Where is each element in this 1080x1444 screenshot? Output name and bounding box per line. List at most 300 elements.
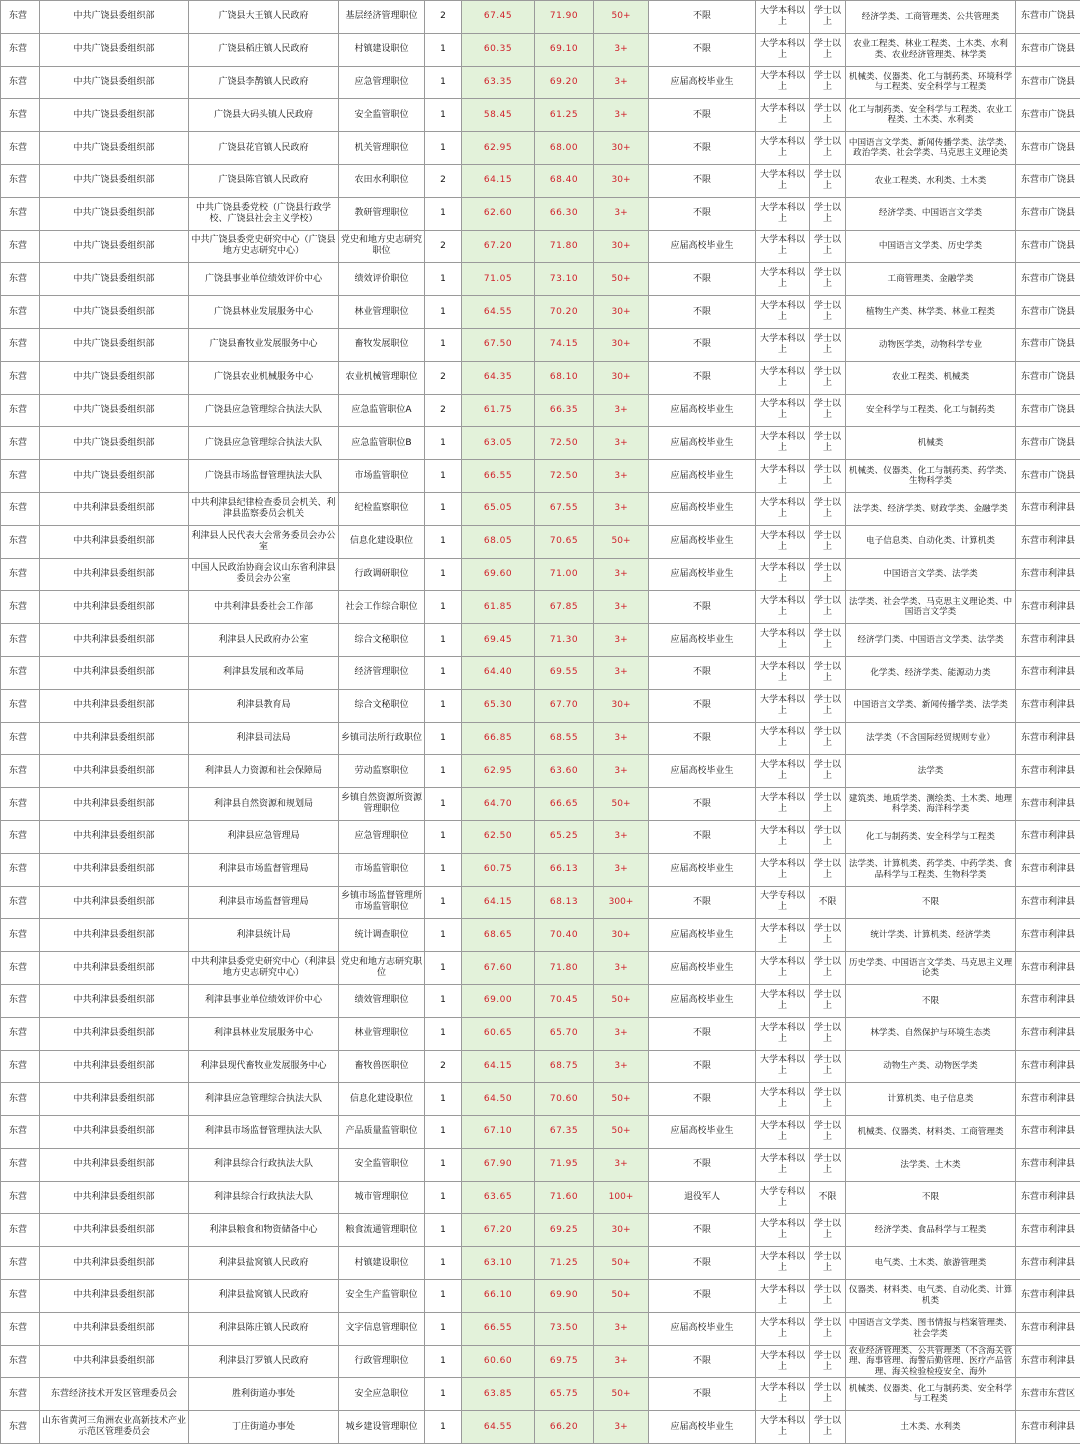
table-row xyxy=(1,1247,1080,1280)
applicants-cell: 30+ xyxy=(594,1214,649,1247)
applicants-cell: 3+ xyxy=(594,394,649,427)
location-cell: 东营市利津县 xyxy=(1016,656,1080,689)
min-score-cell: 62.95 xyxy=(462,132,535,165)
headcount-cell: 2 xyxy=(425,361,462,394)
city-cell: 东营 xyxy=(1,1181,40,1214)
education-cell: 大学本科以上 xyxy=(756,1345,810,1378)
headcount-cell: 1 xyxy=(425,99,462,132)
department-cell: 中共利津县委组织部 xyxy=(40,689,189,722)
department-cell: 中共利津县委组织部 xyxy=(40,1280,189,1313)
degree-cell: 不限 xyxy=(810,1181,846,1214)
education-cell: 大学本科以上 xyxy=(756,558,810,591)
applicants-cell: 3+ xyxy=(594,1312,649,1345)
table-row xyxy=(1,624,1080,657)
headcount-cell: 1 xyxy=(425,984,462,1017)
major-cell: 化工与制药类、安全科学与工程类 xyxy=(846,820,1016,853)
applicants-cell: 30+ xyxy=(594,296,649,329)
table-row xyxy=(1,755,1080,788)
position-cell: 行政管理职位 xyxy=(339,1345,425,1378)
major-cell: 中国语言文学类、历史学类 xyxy=(846,230,1016,263)
applicants-cell: 30+ xyxy=(594,328,649,361)
min-score-cell: 66.10 xyxy=(462,1280,535,1313)
position-cell: 应急管理职位 xyxy=(339,820,425,853)
min-score-cell: 67.50 xyxy=(462,328,535,361)
education-cell: 大学本科以上 xyxy=(756,1411,810,1444)
city-cell: 东营 xyxy=(1,952,40,985)
location-cell: 东营市利津县 xyxy=(1016,624,1080,657)
min-score-cell: 66.55 xyxy=(462,460,535,493)
eligibility-cell: 应届高校毕业生 xyxy=(649,230,756,263)
applicants-cell: 50+ xyxy=(594,1116,649,1149)
department-cell: 中共广饶县委组织部 xyxy=(40,460,189,493)
position-cell: 林业管理职位 xyxy=(339,296,425,329)
education-cell: 大学本科以上 xyxy=(756,1148,810,1181)
position-cell: 应急监管职位B xyxy=(339,427,425,460)
department-cell: 中共广饶县委组织部 xyxy=(40,33,189,66)
headcount-cell: 1 xyxy=(425,886,462,919)
employer-cell: 胜利街道办事处 xyxy=(189,1378,339,1411)
employer-cell: 中共利津县纪律检查委员会机关、利津县监察委员会机关 xyxy=(189,492,339,525)
applicants-cell: 3+ xyxy=(594,722,649,755)
major-cell: 中国语言文学类、法学类 xyxy=(846,558,1016,591)
location-cell: 东营市广饶县 xyxy=(1016,328,1080,361)
max-score-cell: 71.30 xyxy=(535,624,594,657)
applicants-cell: 3+ xyxy=(594,755,649,788)
education-cell: 大学本科以上 xyxy=(756,624,810,657)
max-score-cell: 70.45 xyxy=(535,984,594,1017)
employer-cell: 中共利津县委党史研究中心（利津县地方史志研究中心） xyxy=(189,952,339,985)
degree-cell: 学士以上 xyxy=(810,263,846,296)
table-row xyxy=(1,689,1080,722)
city-cell: 东营 xyxy=(1,1083,40,1116)
headcount-cell: 1 xyxy=(425,263,462,296)
applicants-cell: 300+ xyxy=(594,886,649,919)
department-cell: 中共广饶县委组织部 xyxy=(40,230,189,263)
applicants-cell: 100+ xyxy=(594,1181,649,1214)
employer-cell: 利津县人力资源和社会保障局 xyxy=(189,755,339,788)
employer-cell: 广饶县大码头镇人民政府 xyxy=(189,99,339,132)
position-cell: 林业管理职位 xyxy=(339,1017,425,1050)
city-cell: 东营 xyxy=(1,1148,40,1181)
degree-cell: 学士以上 xyxy=(810,820,846,853)
table-row xyxy=(1,788,1080,821)
employer-cell: 利津县发展和改革局 xyxy=(189,656,339,689)
degree-cell: 学士以上 xyxy=(810,624,846,657)
education-cell: 大学本科以上 xyxy=(756,328,810,361)
department-cell: 中共利津县委组织部 xyxy=(40,525,189,558)
headcount-cell: 1 xyxy=(425,919,462,952)
eligibility-cell: 应届高校毕业生 xyxy=(649,394,756,427)
city-cell: 东营 xyxy=(1,1280,40,1313)
location-cell: 东营市广饶县 xyxy=(1016,164,1080,197)
department-cell: 中共广饶县委组织部 xyxy=(40,394,189,427)
max-score-cell: 69.55 xyxy=(535,656,594,689)
min-score-cell: 60.60 xyxy=(462,1345,535,1378)
table-row xyxy=(1,263,1080,296)
major-cell: 土木类、水利类 xyxy=(846,1411,1016,1444)
eligibility-cell: 应届高校毕业生 xyxy=(649,492,756,525)
min-score-cell: 62.50 xyxy=(462,820,535,853)
headcount-cell: 1 xyxy=(425,853,462,886)
employer-cell: 广饶县农业机械服务中心 xyxy=(189,361,339,394)
education-cell: 大学本科以上 xyxy=(756,755,810,788)
education-cell: 大学本科以上 xyxy=(756,853,810,886)
department-cell: 中共利津县委组织部 xyxy=(40,755,189,788)
city-cell: 东营 xyxy=(1,886,40,919)
city-cell: 东营 xyxy=(1,33,40,66)
applicants-cell: 50+ xyxy=(594,1083,649,1116)
headcount-cell: 2 xyxy=(425,164,462,197)
education-cell: 大学本科以上 xyxy=(756,1,810,34)
position-cell: 农业机械管理职位 xyxy=(339,361,425,394)
degree-cell: 学士以上 xyxy=(810,788,846,821)
location-cell: 东营市利津县 xyxy=(1016,1017,1080,1050)
position-cell: 综合文秘职位 xyxy=(339,624,425,657)
employer-cell: 利津县陈庄镇人民政府 xyxy=(189,1312,339,1345)
headcount-cell: 1 xyxy=(425,492,462,525)
applicants-cell: 3+ xyxy=(594,820,649,853)
eligibility-cell: 不限 xyxy=(649,1050,756,1083)
applicants-cell: 3+ xyxy=(594,1148,649,1181)
department-cell: 中共利津县委组织部 xyxy=(40,853,189,886)
location-cell: 东营市广饶县 xyxy=(1016,394,1080,427)
table-row xyxy=(1,722,1080,755)
position-cell: 村镇建设职位 xyxy=(339,33,425,66)
table-row xyxy=(1,1312,1080,1345)
position-cell: 统计调查职位 xyxy=(339,919,425,952)
degree-cell: 学士以上 xyxy=(810,132,846,165)
employer-cell: 广饶县陈官镇人民政府 xyxy=(189,164,339,197)
location-cell: 东营市广饶县 xyxy=(1016,427,1080,460)
eligibility-cell: 不限 xyxy=(649,722,756,755)
department-cell: 中共广饶县委组织部 xyxy=(40,164,189,197)
min-score-cell: 63.35 xyxy=(462,66,535,99)
location-cell: 东营市利津县 xyxy=(1016,984,1080,1017)
education-cell: 大学本科以上 xyxy=(756,492,810,525)
eligibility-cell: 不限 xyxy=(649,886,756,919)
table-row xyxy=(1,525,1080,558)
city-cell: 东营 xyxy=(1,755,40,788)
city-cell: 东营 xyxy=(1,361,40,394)
position-cell: 安全生产监管职位 xyxy=(339,1280,425,1313)
max-score-cell: 66.20 xyxy=(535,1411,594,1444)
education-cell: 大学本科以上 xyxy=(756,1083,810,1116)
location-cell: 东营市利津县 xyxy=(1016,755,1080,788)
major-cell: 仪器类、材料类、电气类、自动化类、计算机类 xyxy=(846,1280,1016,1313)
headcount-cell: 2 xyxy=(425,1050,462,1083)
applicants-cell: 3+ xyxy=(594,952,649,985)
eligibility-cell: 应届高校毕业生 xyxy=(649,624,756,657)
position-cell: 畜牧兽医职位 xyxy=(339,1050,425,1083)
employer-cell: 利津县汀罗镇人民政府 xyxy=(189,1345,339,1378)
degree-cell: 学士以上 xyxy=(810,755,846,788)
department-cell: 中共利津县委组织部 xyxy=(40,1017,189,1050)
degree-cell: 学士以上 xyxy=(810,722,846,755)
education-cell: 大学本科以上 xyxy=(756,99,810,132)
employer-cell: 利津县事业单位绩效评价中心 xyxy=(189,984,339,1017)
city-cell: 东营 xyxy=(1,919,40,952)
department-cell: 中共利津县委组织部 xyxy=(40,1116,189,1149)
min-score-cell: 65.05 xyxy=(462,492,535,525)
department-cell: 中共利津县委组织部 xyxy=(40,1312,189,1345)
city-cell: 东营 xyxy=(1,1312,40,1345)
department-cell: 中共利津县委组织部 xyxy=(40,591,189,624)
position-cell: 文字信息管理职位 xyxy=(339,1312,425,1345)
headcount-cell: 1 xyxy=(425,755,462,788)
city-cell: 东营 xyxy=(1,1411,40,1444)
min-score-cell: 64.55 xyxy=(462,296,535,329)
headcount-cell: 1 xyxy=(425,1411,462,1444)
location-cell: 东营市利津县 xyxy=(1016,952,1080,985)
location-cell: 东营市利津县 xyxy=(1016,591,1080,624)
eligibility-cell: 不限 xyxy=(649,656,756,689)
max-score-cell: 71.80 xyxy=(535,952,594,985)
degree-cell: 学士以上 xyxy=(810,1247,846,1280)
min-score-cell: 58.45 xyxy=(462,99,535,132)
max-score-cell: 63.60 xyxy=(535,755,594,788)
department-cell: 中共利津县委组织部 xyxy=(40,820,189,853)
education-cell: 大学本科以上 xyxy=(756,722,810,755)
position-cell: 综合文秘职位 xyxy=(339,689,425,722)
eligibility-cell: 退役军人 xyxy=(649,1181,756,1214)
max-score-cell: 72.50 xyxy=(535,460,594,493)
applicants-cell: 3+ xyxy=(594,99,649,132)
employer-cell: 广饶县林业发展服务中心 xyxy=(189,296,339,329)
eligibility-cell: 不限 xyxy=(649,1247,756,1280)
major-cell: 不限 xyxy=(846,1181,1016,1214)
min-score-cell: 60.35 xyxy=(462,33,535,66)
eligibility-cell: 不限 xyxy=(649,1345,756,1378)
education-cell: 大学本科以上 xyxy=(756,1247,810,1280)
eligibility-cell: 不限 xyxy=(649,33,756,66)
department-cell: 中共广饶县委组织部 xyxy=(40,1,189,34)
eligibility-cell: 不限 xyxy=(649,788,756,821)
applicants-cell: 3+ xyxy=(594,1345,649,1378)
min-score-cell: 67.60 xyxy=(462,952,535,985)
major-cell: 中国语言文学类、图书情报与档案管理类、社会学类 xyxy=(846,1312,1016,1345)
min-score-cell: 64.15 xyxy=(462,1050,535,1083)
degree-cell: 学士以上 xyxy=(810,952,846,985)
city-cell: 东营 xyxy=(1,197,40,230)
eligibility-cell: 不限 xyxy=(649,689,756,722)
eligibility-cell: 不限 xyxy=(649,263,756,296)
city-cell: 东营 xyxy=(1,132,40,165)
table-row xyxy=(1,1148,1080,1181)
max-score-cell: 66.13 xyxy=(535,853,594,886)
max-score-cell: 71.00 xyxy=(535,558,594,591)
headcount-cell: 1 xyxy=(425,1345,462,1378)
city-cell: 东营 xyxy=(1,1,40,34)
department-cell: 东营经济技术开发区管理委员会 xyxy=(40,1378,189,1411)
major-cell: 安全科学与工程类、化工与制药类 xyxy=(846,394,1016,427)
department-cell: 中共利津县委组织部 xyxy=(40,919,189,952)
table-row xyxy=(1,1017,1080,1050)
location-cell: 东营市利津县 xyxy=(1016,1148,1080,1181)
education-cell: 大学本科以上 xyxy=(756,788,810,821)
degree-cell: 学士以上 xyxy=(810,394,846,427)
position-cell: 粮食流通管理职位 xyxy=(339,1214,425,1247)
city-cell: 东营 xyxy=(1,525,40,558)
headcount-cell: 1 xyxy=(425,1378,462,1411)
degree-cell: 学士以上 xyxy=(810,1345,846,1378)
eligibility-cell: 不限 xyxy=(649,328,756,361)
headcount-cell: 2 xyxy=(425,1,462,34)
employer-cell: 中共广饶县委党校（广饶县行政学校、广饶县社会主义学校） xyxy=(189,197,339,230)
major-cell: 林学类、自然保护与环境生态类 xyxy=(846,1017,1016,1050)
max-score-cell: 67.55 xyxy=(535,492,594,525)
city-cell: 东营 xyxy=(1,656,40,689)
min-score-cell: 62.95 xyxy=(462,755,535,788)
location-cell: 东营市利津县 xyxy=(1016,525,1080,558)
major-cell: 化学类、经济学类、能源动力类 xyxy=(846,656,1016,689)
education-cell: 大学本科以上 xyxy=(756,1050,810,1083)
applicants-cell: 3+ xyxy=(594,1017,649,1050)
position-cell: 党史和地方志研究职位 xyxy=(339,952,425,985)
headcount-cell: 1 xyxy=(425,33,462,66)
employer-cell: 利津县市场监督管理局 xyxy=(189,886,339,919)
headcount-cell: 1 xyxy=(425,1312,462,1345)
education-cell: 大学本科以上 xyxy=(756,952,810,985)
eligibility-cell: 不限 xyxy=(649,1280,756,1313)
city-cell: 东营 xyxy=(1,1050,40,1083)
location-cell: 东营市利津县 xyxy=(1016,919,1080,952)
major-cell: 历史学类、中国语言文学类、马克思主义理论类 xyxy=(846,952,1016,985)
major-cell: 机械类、仪器类、化工与制药类、安全科学与工程类 xyxy=(846,1378,1016,1411)
max-score-cell: 65.75 xyxy=(535,1378,594,1411)
major-cell: 法学类（不含国际经贸规则专业） xyxy=(846,722,1016,755)
max-score-cell: 73.50 xyxy=(535,1312,594,1345)
headcount-cell: 1 xyxy=(425,197,462,230)
table-row xyxy=(1,427,1080,460)
applicants-cell: 50+ xyxy=(594,1280,649,1313)
employer-cell: 利津县司法局 xyxy=(189,722,339,755)
eligibility-cell: 不限 xyxy=(649,1148,756,1181)
applicants-cell: 30+ xyxy=(594,689,649,722)
location-cell: 东营市利津县 xyxy=(1016,1181,1080,1214)
employer-cell: 利津县人民政府办公室 xyxy=(189,624,339,657)
degree-cell: 学士以上 xyxy=(810,558,846,591)
department-cell: 中共广饶县委组织部 xyxy=(40,99,189,132)
headcount-cell: 1 xyxy=(425,624,462,657)
location-cell: 东营市利津县 xyxy=(1016,722,1080,755)
position-cell: 党史和地方史志研究职位 xyxy=(339,230,425,263)
max-score-cell: 68.75 xyxy=(535,1050,594,1083)
max-score-cell: 73.10 xyxy=(535,263,594,296)
degree-cell: 学士以上 xyxy=(810,984,846,1017)
city-cell: 东营 xyxy=(1,820,40,853)
min-score-cell: 64.40 xyxy=(462,656,535,689)
city-cell: 东营 xyxy=(1,460,40,493)
city-cell: 东营 xyxy=(1,66,40,99)
degree-cell: 学士以上 xyxy=(810,361,846,394)
headcount-cell: 1 xyxy=(425,66,462,99)
eligibility-cell: 应届高校毕业生 xyxy=(649,853,756,886)
min-score-cell: 64.15 xyxy=(462,886,535,919)
education-cell: 大学专科以上 xyxy=(756,1181,810,1214)
eligibility-cell: 不限 xyxy=(649,1378,756,1411)
city-cell: 东营 xyxy=(1,1214,40,1247)
headcount-cell: 1 xyxy=(425,1083,462,1116)
table-row xyxy=(1,1181,1080,1214)
eligibility-cell: 不限 xyxy=(649,361,756,394)
max-score-cell: 66.30 xyxy=(535,197,594,230)
education-cell: 大学本科以上 xyxy=(756,820,810,853)
major-cell: 动物医学类，动物科学专业 xyxy=(846,328,1016,361)
min-score-cell: 63.65 xyxy=(462,1181,535,1214)
max-score-cell: 69.90 xyxy=(535,1280,594,1313)
major-cell: 经济学类、食品科学与工程类 xyxy=(846,1214,1016,1247)
position-cell: 信息化建设职位 xyxy=(339,1083,425,1116)
max-score-cell: 61.25 xyxy=(535,99,594,132)
applicants-cell: 50+ xyxy=(594,263,649,296)
min-score-cell: 64.50 xyxy=(462,1083,535,1116)
eligibility-cell: 应届高校毕业生 xyxy=(649,1116,756,1149)
employer-cell: 利津县教育局 xyxy=(189,689,339,722)
applicants-cell: 3+ xyxy=(594,656,649,689)
education-cell: 大学本科以上 xyxy=(756,460,810,493)
education-cell: 大学本科以上 xyxy=(756,230,810,263)
department-cell: 中共利津县委组织部 xyxy=(40,952,189,985)
max-score-cell: 67.35 xyxy=(535,1116,594,1149)
degree-cell: 学士以上 xyxy=(810,1411,846,1444)
headcount-cell: 1 xyxy=(425,656,462,689)
min-score-cell: 66.55 xyxy=(462,1312,535,1345)
location-cell: 东营市利津县 xyxy=(1016,820,1080,853)
max-score-cell: 67.70 xyxy=(535,689,594,722)
max-score-cell: 67.85 xyxy=(535,591,594,624)
employer-cell: 利津县应急管理综合执法大队 xyxy=(189,1083,339,1116)
degree-cell: 学士以上 xyxy=(810,1050,846,1083)
location-cell: 东营市广饶县 xyxy=(1016,460,1080,493)
eligibility-cell: 应届高校毕业生 xyxy=(649,984,756,1017)
education-cell: 大学本科以上 xyxy=(756,66,810,99)
applicants-cell: 30+ xyxy=(594,164,649,197)
education-cell: 大学本科以上 xyxy=(756,919,810,952)
headcount-cell: 1 xyxy=(425,1116,462,1149)
position-cell: 绩效管理职位 xyxy=(339,984,425,1017)
eligibility-cell: 不限 xyxy=(649,99,756,132)
department-cell: 中共利津县委组织部 xyxy=(40,1148,189,1181)
table-row xyxy=(1,952,1080,985)
department-cell: 中共利津县委组织部 xyxy=(40,788,189,821)
max-score-cell: 72.50 xyxy=(535,427,594,460)
department-cell: 中共利津县委组织部 xyxy=(40,558,189,591)
min-score-cell: 67.45 xyxy=(462,1,535,34)
major-cell: 法学类、社会学类、马克思主义理论类、中国语言文学类 xyxy=(846,591,1016,624)
table-row xyxy=(1,1345,1080,1378)
city-cell: 东营 xyxy=(1,296,40,329)
location-cell: 东营市广饶县 xyxy=(1016,197,1080,230)
city-cell: 东营 xyxy=(1,591,40,624)
location-cell: 东营市利津县 xyxy=(1016,558,1080,591)
department-cell: 中共利津县委组织部 xyxy=(40,722,189,755)
major-cell: 经济学类、中国语言文学类 xyxy=(846,197,1016,230)
headcount-cell: 1 xyxy=(425,689,462,722)
applicants-cell: 3+ xyxy=(594,1411,649,1444)
major-cell: 电气类、土木类、旅游管理类 xyxy=(846,1247,1016,1280)
position-cell: 社会工作综合职位 xyxy=(339,591,425,624)
headcount-cell: 1 xyxy=(425,1148,462,1181)
headcount-cell: 1 xyxy=(425,525,462,558)
table-row xyxy=(1,1214,1080,1247)
employer-cell: 广饶县花官镇人民政府 xyxy=(189,132,339,165)
eligibility-cell: 应届高校毕业生 xyxy=(649,460,756,493)
min-score-cell: 60.75 xyxy=(462,853,535,886)
city-cell: 东营 xyxy=(1,853,40,886)
min-score-cell: 63.85 xyxy=(462,1378,535,1411)
major-cell: 工商管理类、金融学类 xyxy=(846,263,1016,296)
table-row xyxy=(1,853,1080,886)
